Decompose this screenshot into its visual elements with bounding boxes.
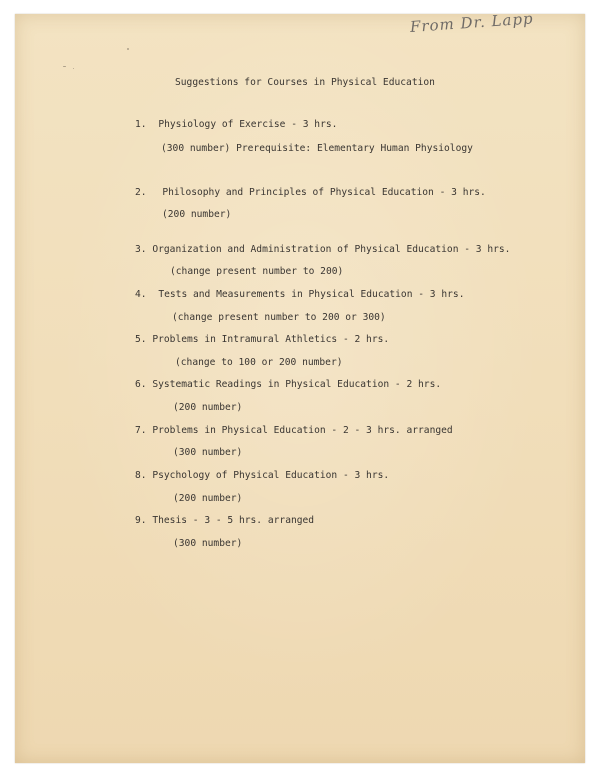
course-number: 1. [135, 119, 147, 130]
course-number: 7. [135, 425, 147, 436]
course-item-2 [135, 187, 486, 198]
course-name: Thesis - 3 - 5 hrs. arranged [152, 515, 315, 526]
course-note: (200 number) [162, 209, 232, 220]
course-note: (200 number) [173, 493, 243, 504]
course-number: 4. [135, 289, 147, 300]
course-number: 5. [135, 334, 147, 345]
course-name: Problems in Intramural Athletics - 2 hrs. [152, 334, 390, 345]
handwritten-annotation: From Dr. Lapp [409, 9, 535, 36]
course-note: (300 number) Prerequisite: Elementary Human Physiology [161, 143, 473, 154]
course-note: (change present number to 200 or 300) [172, 312, 386, 323]
course-name: Physiology of Exercise - 3 hrs. [158, 119, 338, 130]
course-number: 6. [135, 379, 147, 390]
course-name: Organization and Administration of Physical Education - 3 hrs. [152, 244, 511, 255]
course-name: Psychology of Physical Education - 3 hrs. [152, 470, 390, 481]
course-note: (300 number) [173, 447, 243, 458]
course-name: Tests and Measurements in Physical Education - 3 hrs. [158, 289, 465, 300]
course-name: Systematic Readings in Physical Education - 2 hrs. [152, 379, 442, 390]
course-name: Philosophy and Principles of Physical Education - 3 hrs. [162, 187, 486, 198]
course-number: 8. [135, 470, 147, 481]
course-item-6 [135, 379, 441, 390]
course-number: 2. [135, 187, 147, 198]
course-item-4 [135, 289, 464, 300]
course-note: (change to 100 or 200 number) [175, 357, 343, 368]
course-name: Problems in Physical Education - 2 - 3 hrs. arranged [152, 425, 453, 436]
course-item-1 [135, 119, 337, 130]
course-item-5 [135, 334, 389, 345]
course-note: (200 number) [173, 402, 243, 413]
paper-speck [63, 66, 66, 67]
course-item-8 [135, 470, 389, 481]
course-number: 9. [135, 515, 147, 526]
course-number: 3. [135, 244, 147, 255]
document-title: Suggestions for Courses in Physical Education [175, 77, 435, 88]
paper-speck [127, 48, 129, 50]
course-note: (300 number) [173, 538, 243, 549]
course-note: (change present number to 200) [170, 266, 344, 277]
course-item-7 [135, 425, 453, 436]
course-item-3 [135, 244, 510, 255]
paper-sheet [15, 9, 585, 763]
course-item-9 [135, 515, 314, 526]
paper-speck [73, 68, 74, 69]
